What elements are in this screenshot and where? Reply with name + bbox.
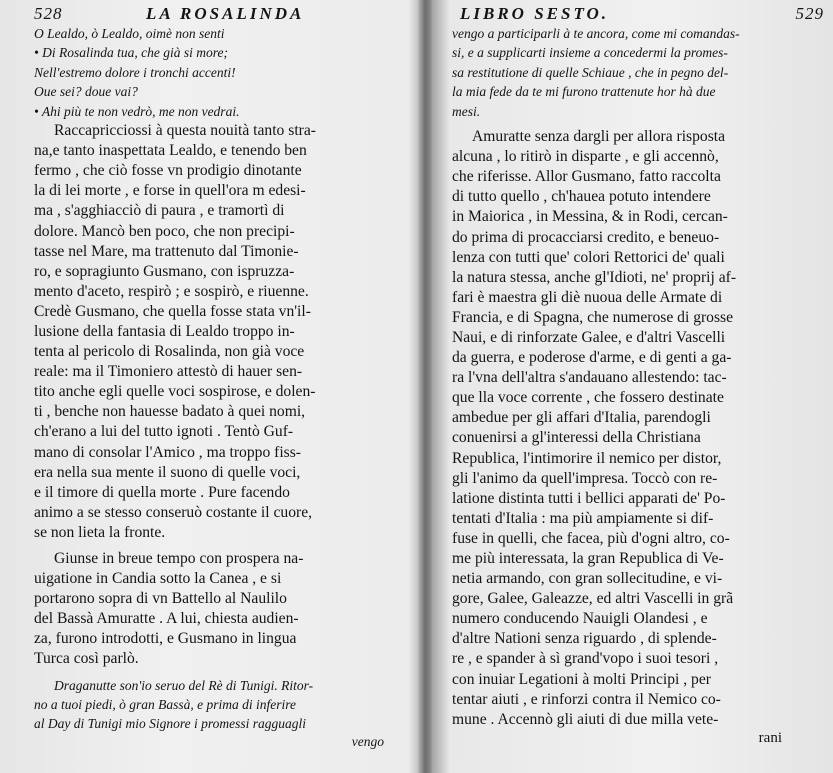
verse-line: Nell'estremo dolore i tronchi accenti! <box>34 64 236 80</box>
text-line: za, furono introdotti, e Gusmano in lingua <box>34 630 297 648</box>
text-line: fermo , che ciò fosse vn prodigio dinotante <box>34 162 302 180</box>
text-line: Turca così parlò. <box>34 650 139 668</box>
text-line: del Bassà Amuratte . A lui, chiesta audien- <box>34 610 299 628</box>
text-line: re , e spander à sì grand'vopo i suoi tesori , <box>452 650 719 668</box>
text-line: Credè Gusmano, che quella fosse stata vn'il- <box>34 302 311 320</box>
left-page-header <box>34 4 410 24</box>
text-line: da guerra, e poderose d'arme, e di genti a ga- <box>452 349 732 367</box>
verse-line: • Di Rosalinda tua, che già si more; <box>34 45 228 61</box>
text-line: ti , benche non hauesse badato à quei nomi, <box>34 403 306 421</box>
text-line: ch'erano a lui del tutto ignoti . Tentò Guf- <box>34 423 294 441</box>
speech-line: al Day di Tunigi mio Signore i promessi ragguagli <box>34 716 307 732</box>
paragraph-2 <box>34 549 410 670</box>
text-line: fari è maestra gli diè nuoua delle Armate di <box>452 288 723 306</box>
speech-line: vengo a participarli à te ancora, come mi comandas- <box>452 26 740 41</box>
text-line: numero conducendo Nauigli Olandesi , e <box>452 610 708 628</box>
text-line: fuse in quelli, che facea, più d'ogni altro, co- <box>452 529 730 547</box>
text-line: che riferisse. Allor Gusmano, fatto raccolta <box>452 168 721 186</box>
speech-line: sa restitutione di quelle Schiaue , che in pegno del- <box>452 64 729 80</box>
italic-speech <box>34 676 410 734</box>
text-line: Francia, e di Spagna, che numerose di grosse <box>452 308 734 326</box>
paragraph-1 <box>34 121 410 543</box>
text-line: uigatione in Candia sotto la Canea , e si <box>34 570 282 588</box>
text-line: Giunse in breue tempo con prospera na- <box>54 550 304 567</box>
text-line: na,e tanto inaspettata Lealdo, e tenendo ben <box>34 142 307 160</box>
running-head: LA ROSALINDA <box>146 4 305 23</box>
text-line: conuenirsi a gl'interessi della Christiana <box>452 429 701 447</box>
text-line: la di lei morte , e forse in quell'ora m edesi- <box>34 182 306 200</box>
text-line: di tutto quello , ch'hauea potuto intendere <box>452 188 711 206</box>
text-line: tasse nel Mare, ma trattenuto dal Timonie- <box>34 242 299 260</box>
text-line: con inuiar Legationi à molti Principi , per <box>452 670 711 688</box>
speech-line: no a tuoi piedi, ò gran Bassà, e prima di inferire <box>34 696 296 712</box>
text-line: lenza con tutti que' colori Rettorici de' quali <box>452 248 725 266</box>
paragraph-main <box>452 127 824 730</box>
text-line: tenta al pericolo di Rosalinda, non già voce <box>34 343 305 361</box>
text-line: que lla voce corrente , che fossero destinate <box>452 389 724 407</box>
text-line: Amuratte senza dargli per allora risposta <box>472 128 726 146</box>
text-line: ma , s'agghiacciò di paura , e tramortì di <box>34 202 285 220</box>
italic-opening <box>452 24 824 121</box>
text-line: e il timore di quella morte . Pure facendo <box>34 483 290 501</box>
text-line: lusione della fantasia di Lealdo troppo in- <box>34 322 295 340</box>
text-line: Raccapricciossi à questa nouità tanto stra- <box>54 122 316 140</box>
text-line: la natura stessa, anche gl'Idioti, ne' proprij af- <box>452 268 737 286</box>
verse-block <box>34 24 410 121</box>
text-line: ra l'vna dell'altra s'andauano allestendo: tac- <box>452 369 727 387</box>
speech-line: Draganutte son'io seruo del Rè di Tunigi. Ritor- <box>54 677 314 693</box>
right-page <box>452 0 824 773</box>
page-number: 528 <box>34 4 63 23</box>
text-line: do prima di procacciarsi credito, e beneuo- <box>452 228 720 246</box>
left-page <box>34 0 410 773</box>
text-line: latione distinta tutti i bellici apparati de' Po- <box>452 489 726 507</box>
text-line: portarono sopra di vn Battello al Naulilo <box>34 590 287 608</box>
verse-line: Oue sei? doue vai? <box>34 84 138 100</box>
text-line: tito anche egli quelle voci sospirose, e dolen- <box>34 383 316 401</box>
text-line: alcuna , lo ritirò in disparte , e gli accennò, <box>452 148 719 166</box>
text-line: gore, Galee, Galeazze, ed altri Vascelli in grã <box>452 590 734 608</box>
text-line: se non lieta la fronte. <box>34 523 166 541</box>
text-line: netia armando, con gran sollecitudine, e vi- <box>452 570 723 588</box>
text-line: mune . Accennò gli aiuti di due milla vete- <box>452 710 719 728</box>
text-line: era nella sua mente il suono di quelle voci, <box>34 463 301 481</box>
text-line: tentati d'Italia : ma più ampiamente si dif- <box>452 509 714 527</box>
page-number: 529 <box>795 4 824 23</box>
verse-line: • Ahi più te non vedrò, me non vedrai. <box>34 103 240 119</box>
speech-line: mesi. <box>452 103 481 119</box>
text-line: d'altre Nationi senza riguardo , di splende- <box>452 630 717 648</box>
text-line: gli l'animo da quell'impresa. Toccò con re- <box>452 469 718 487</box>
text-line: me più interessata, la gran Republica di Ve- <box>452 550 724 567</box>
text-line: mento d'aceto, respirò ; e sospirò, e riuenne. <box>34 282 309 300</box>
book-gutter <box>418 0 432 773</box>
speech-line: la mia fede da te mi furono trattenute hor hà due <box>452 84 716 100</box>
text-line: Republica, l'intimorire il nemico per distor, <box>452 449 722 467</box>
running-head: LIBRO SESTO. <box>460 4 610 23</box>
catchword: vengo <box>351 733 384 749</box>
verse-line: O Lealdo, ò Lealdo, oimè non senti <box>34 26 225 41</box>
text-line: ambedue per gli affari d'Italia, parendogli <box>452 409 711 427</box>
text-line: dolore. Mancò ben poco, che non precipi- <box>34 222 295 240</box>
text-line: tentar aiuti , e rinforzi contra il Nemico co- <box>452 690 721 708</box>
text-line: in Maiorica , in Messina, & in Rodi, cercan- <box>452 208 728 226</box>
text-line: reale: ma il Timoniero attestò di hauer sen- <box>34 363 303 381</box>
text-line: ro, e sopragiunto Gusmano, con ispruzza- <box>34 262 295 280</box>
text-line: animo a se stesso conseruò costante il cuore, <box>34 503 313 521</box>
text-line: mano di consolar l'Amico , ma troppo fiss- <box>34 443 301 461</box>
text-line: Naui, e di rinforzate Galee, e d'altri Vascelli <box>452 328 726 346</box>
catchword: rani <box>758 729 782 746</box>
speech-line: si, e a supplicarti insieme a concedermi la promes- <box>452 45 728 61</box>
right-page-header <box>452 4 824 24</box>
